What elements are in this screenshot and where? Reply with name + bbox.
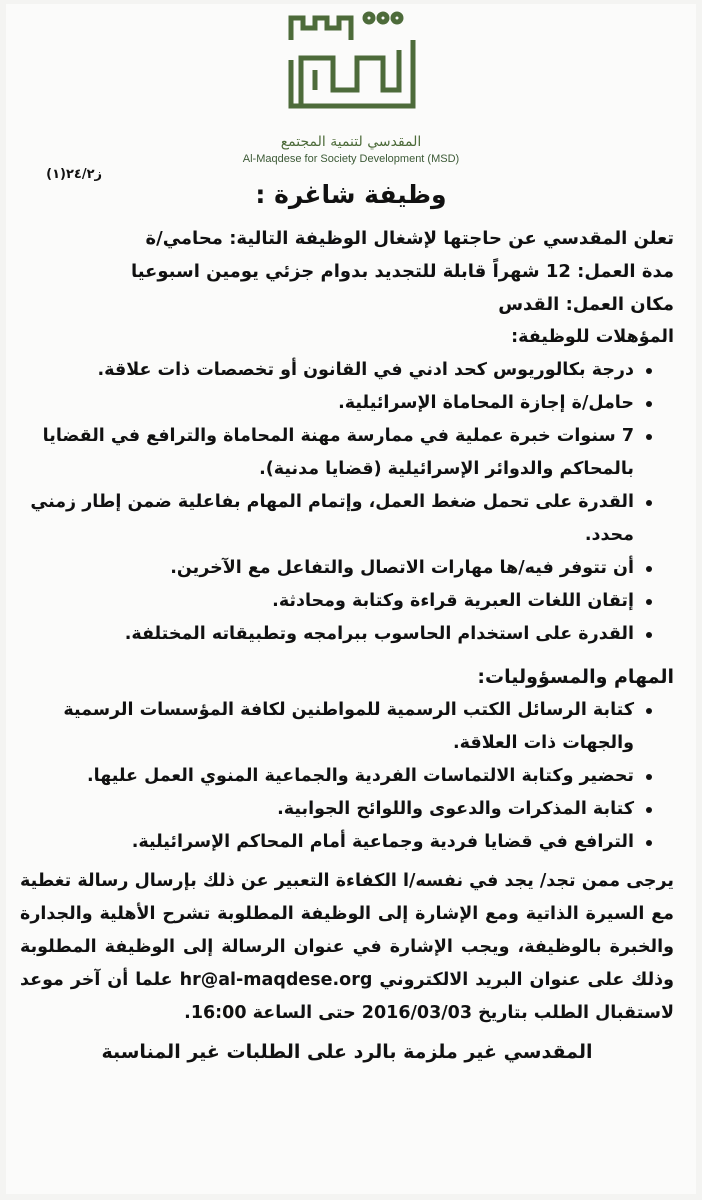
list-item: درجة بكالوريوس كحد ادني في القانون أو تخصصات ذات علاقة. — [20, 354, 650, 387]
qualifications-heading: المؤهلات للوظيفة: — [511, 327, 674, 347]
list-item: إتقان اللغات العبرية قراءة وكتابة ومحادثة. — [20, 585, 650, 618]
list-item: حامل/ة إجازة المحاماة الإسرائيلية. — [20, 387, 650, 420]
page-title: وظيفة شاغرة : — [255, 180, 447, 209]
ad-body — [20, 222, 674, 1069]
list-item: 7 سنوات خبرة عملية في ممارسة مهنة المحاماة والترافع في القضايا بالمحاكم والدوائر الإسرائيلية (قضايا مدنية). — [20, 420, 650, 486]
list-item: تحضير وكتابة الالتماسات الفردية والجماعية المنوي العمل عليها. — [20, 760, 650, 793]
qualifications-list — [20, 354, 674, 651]
list-item: كتابة الرسائل الكتب الرسمية للمواطنين لكافة المؤسسات الرسمية والجهات ذات العلاقة. — [20, 694, 650, 760]
closing-text: يرجى ممن تجد/ يجد في نفسه/ا الكفاءة التعبير عن ذلك بإرسال رسالة تغطية مع السيرة الذاتية ومع الإشارة إلى الوظيفة المطلوبة تشرح الأهلية والجدارة والخبرة بالوظيفة، ويجب الإشارة في عنوان الرسالة إلى الوظيفة المطلوبة وذلك على عنوان البريد الالكتروني — [20, 871, 675, 990]
disclaimer: المقدسي غير ملزمة بالرد على الطلبات غير المناسبة — [101, 1041, 593, 1063]
maqdese-logo-icon — [271, 10, 431, 128]
reference-number: ز٢٤/٢(١) — [46, 167, 102, 182]
tasks-list — [20, 694, 674, 859]
logo-arabic-name: المقدسي لتنمية المجتمع — [280, 134, 422, 150]
announcement-line: تعلن المقدسي عن حاجتها لإشغال الوظيفة التالية: محامي/ة — [145, 228, 674, 249]
list-item: الترافع في قضايا فردية وجماعية أمام المحاكم الإسرائيلية. — [20, 826, 650, 859]
duration-line: مدة العمل: 12 شهراً قابلة للتجديد بدوام جزئي يومين اسبوعيا — [130, 261, 674, 282]
list-item: أن تتوفر فيه/ها مهارات الاتصال والتفاعل مع الآخرين. — [20, 552, 650, 585]
tasks-heading: المهام والمسؤوليات: — [477, 666, 674, 688]
list-item: القدرة على استخدام الحاسوب ببرامجه وتطبيقاته المختلفة. — [20, 618, 650, 651]
email-link[interactable]: hr@al-maqdese.org — [179, 970, 373, 990]
list-item: القدرة على تحمل ضغط العمل، وإتمام المهام بفاعلية ضمن إطار زمني محدد. — [20, 486, 650, 552]
list-item: كتابة المذكرات والدعوى واللوائح الجوابية. — [20, 793, 650, 826]
logo-english-name: Al-Maqdese for Society Development (MSD) — [242, 153, 460, 165]
application-instructions — [20, 865, 674, 1030]
deadline-text: علما أن آخر موعد لاستقبال الطلب بتاريخ 2016/03/03 حتى الساعة 16:00. — [20, 970, 674, 1023]
location-line: مكان العمل: القدس — [498, 294, 674, 315]
organization-logo — [6, 10, 696, 200]
job-ad-page — [6, 4, 696, 1194]
